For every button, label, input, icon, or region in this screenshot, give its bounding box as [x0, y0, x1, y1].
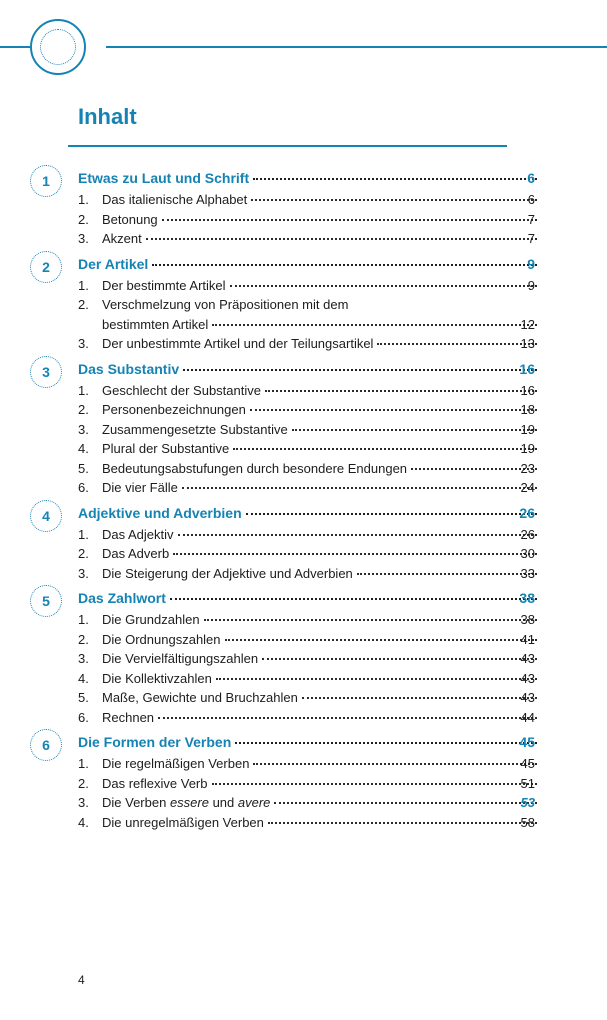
entry-page: 43	[520, 651, 535, 666]
section-page: 6	[527, 170, 535, 186]
toc-entry[interactable]	[0, 190, 607, 210]
toc-entry[interactable]	[0, 229, 607, 249]
section-page: 26	[519, 504, 535, 521]
dot-leader	[246, 513, 537, 515]
entry-number: 2.	[78, 211, 89, 227]
toc-entry[interactable]	[0, 478, 607, 498]
entry-number: 2.	[78, 297, 89, 312]
entry-label: Die vier Fälle	[102, 480, 178, 495]
toc-entry[interactable]	[0, 630, 607, 650]
section-page: 9	[527, 255, 535, 272]
entry-label: Betonung	[102, 211, 158, 227]
section-page: 38	[519, 590, 535, 606]
toc-entry[interactable]	[0, 544, 607, 564]
toc-entry[interactable]	[0, 381, 607, 401]
entry-page: 9	[527, 277, 535, 293]
entry-label: Zusammengesetzte Substantive	[102, 421, 288, 437]
entry-page: 53	[520, 795, 535, 810]
entry-label: Verschmelzung von Präpositionen mit dem	[102, 297, 349, 312]
entry-label: Die Steigerung der Adjektive und Adverbien	[102, 565, 353, 581]
entry-number: 6.	[78, 480, 89, 495]
entry-label: Die Kollektivzahlen	[102, 670, 212, 686]
entry-page: 19	[520, 441, 535, 456]
toc-entry[interactable]	[0, 649, 607, 669]
entry-number: 4.	[78, 670, 89, 686]
entry-label: Der unbestimmte Artikel und der Teilungsartikel	[102, 336, 374, 351]
entry-number: 4.	[78, 441, 89, 456]
entry-label: Bedeutungsabstufungen durch besondere Endungen	[102, 460, 408, 476]
table-of-contents	[0, 168, 607, 837]
entry-label: Die Verben essere und avere	[102, 795, 271, 810]
entry-page: 41	[520, 631, 535, 647]
entry-page: 33	[520, 565, 535, 581]
dot-leader	[250, 409, 537, 411]
entry-page: 43	[520, 690, 535, 705]
entry-number: 2.	[78, 546, 89, 561]
entry-number: 2.	[78, 631, 89, 647]
entry-number: 2.	[78, 775, 89, 791]
circle-logo-inner	[40, 29, 76, 65]
toc-entry[interactable]	[0, 688, 607, 708]
section-number-badge: 4	[30, 500, 62, 532]
entry-number: 3.	[78, 651, 89, 666]
entry-number: 2.	[78, 402, 89, 417]
entry-label: Rechnen	[102, 709, 155, 725]
entry-number: 4.	[78, 814, 89, 830]
dot-leader	[230, 285, 537, 287]
toc-entry[interactable]	[0, 459, 607, 479]
entry-number: 1.	[78, 756, 89, 771]
dot-leader	[173, 553, 537, 555]
dot-leader	[146, 238, 537, 240]
toc-entry[interactable]	[0, 793, 607, 813]
entry-label: Die unregelmäßigen Verben	[102, 814, 264, 830]
entry-label: Die Ordnungszahlen	[102, 631, 221, 647]
section-heading[interactable]	[0, 168, 607, 190]
entry-number: 5.	[78, 690, 89, 705]
toc-entry[interactable]	[0, 525, 607, 545]
title-rule	[68, 145, 507, 147]
toc-section	[0, 503, 607, 584]
toc-entry[interactable]	[0, 295, 607, 315]
entry-page: 23	[520, 460, 535, 476]
dot-leader	[225, 639, 537, 641]
section-number-badge: 3	[30, 356, 62, 388]
entry-page: 38	[520, 612, 535, 627]
toc-section	[0, 588, 607, 727]
section-number-badge: 2	[30, 251, 62, 283]
entry-page: 6	[527, 192, 535, 207]
entry-number: 6.	[78, 709, 89, 725]
entry-page: 51	[520, 775, 535, 791]
section-number-badge: 1	[30, 165, 62, 197]
entry-label: Die regelmäßigen Verben	[102, 756, 250, 771]
entry-page: 7	[527, 231, 535, 246]
entry-label: Maße, Gewichte und Bruchzahlen	[102, 690, 298, 705]
section-heading[interactable]	[0, 732, 607, 754]
entry-number: 1.	[78, 612, 89, 627]
section-title: Adjektive und Adverbien	[78, 504, 242, 521]
section-page: 16	[519, 360, 535, 377]
toc-entry[interactable]	[0, 813, 607, 833]
entry-number: 3.	[78, 795, 89, 810]
dot-leader	[162, 219, 537, 221]
entry-page: 12	[520, 316, 535, 332]
entry-page: 19	[520, 421, 535, 437]
section-title: Der Artikel	[78, 255, 149, 272]
entry-number: 5.	[78, 460, 89, 476]
section-number-badge: 5	[30, 585, 62, 617]
dot-leader	[158, 717, 537, 719]
entry-page: 30	[520, 546, 535, 561]
dot-leader	[178, 534, 537, 536]
toc-entry[interactable]	[0, 669, 607, 689]
toc-entry[interactable]	[0, 564, 607, 584]
entry-label: Der bestimmte Artikel	[102, 277, 226, 293]
entry-label: Personenbezeichnungen	[102, 402, 246, 417]
entry-page: 58	[520, 814, 535, 830]
dot-leader	[216, 678, 537, 680]
entry-label: Das Adverb	[102, 546, 170, 561]
page-number: 4	[78, 973, 85, 987]
dot-leader	[233, 448, 537, 450]
entry-page: 26	[520, 526, 535, 542]
toc-section	[0, 168, 607, 249]
dot-leader	[235, 742, 537, 744]
circle-logo-icon	[30, 19, 86, 75]
entry-number: 3.	[78, 336, 89, 351]
section-number-badge: 6	[30, 729, 62, 761]
entry-label: Das reflexive Verb	[102, 775, 208, 791]
entry-label: Akzent	[102, 231, 142, 246]
entry-number: 1.	[78, 382, 89, 398]
entry-number: 1.	[78, 277, 89, 293]
entry-label: Plural der Substantive	[102, 441, 230, 456]
entry-page: 45	[520, 756, 535, 771]
section-page: 45	[519, 734, 535, 750]
section-title: Das Substantiv	[78, 360, 180, 377]
toc-section	[0, 732, 607, 832]
section-title: Das Zahlwort	[78, 590, 166, 606]
entry-page: 7	[527, 211, 535, 227]
toc-entry[interactable]	[0, 610, 607, 630]
toc-section	[0, 359, 607, 498]
header-rule-left	[0, 46, 30, 48]
entry-label-continued: bestimmten Artikel	[102, 316, 209, 332]
entry-page: 16	[520, 382, 535, 398]
toc-entry-continued[interactable]	[0, 315, 607, 335]
toc-entry[interactable]	[0, 400, 607, 420]
entry-page: 13	[520, 336, 535, 351]
entry-number: 1.	[78, 192, 89, 207]
entry-number: 3.	[78, 231, 89, 246]
entry-number: 3.	[78, 421, 89, 437]
section-heading[interactable]	[0, 588, 607, 610]
dot-leader	[183, 369, 537, 371]
entry-number: 3.	[78, 565, 89, 581]
toc-entry[interactable]	[0, 334, 607, 354]
section-title: Etwas zu Laut und Schrift	[78, 170, 250, 186]
section-heading[interactable]	[0, 254, 607, 276]
section-heading[interactable]	[0, 503, 607, 525]
entry-page: 44	[520, 709, 535, 725]
entry-number: 1.	[78, 526, 89, 542]
toc-entry[interactable]	[0, 420, 607, 440]
toc-entry[interactable]	[0, 210, 607, 230]
toc-entry[interactable]	[0, 439, 607, 459]
section-heading[interactable]	[0, 359, 607, 381]
entry-label: Die Grundzahlen	[102, 612, 200, 627]
entry-page: 24	[520, 480, 535, 495]
entry-label: Geschlecht der Substantive	[102, 382, 261, 398]
toc-entry[interactable]	[0, 774, 607, 794]
dot-leader	[182, 487, 537, 489]
toc-entry[interactable]	[0, 754, 607, 774]
entry-label: Das Adjektiv	[102, 526, 174, 542]
dot-leader	[204, 619, 537, 621]
dot-leader	[170, 598, 537, 600]
entry-label: Die Vervielfältigungszahlen	[102, 651, 259, 666]
toc-entry[interactable]	[0, 276, 607, 296]
toc-entry[interactable]	[0, 708, 607, 728]
section-title: Die Formen der Verben	[78, 734, 232, 750]
entry-page: 43	[520, 670, 535, 686]
toc-section	[0, 254, 607, 354]
dot-leader	[212, 783, 538, 785]
entry-page: 18	[520, 402, 535, 417]
page-title: Inhalt	[78, 104, 137, 129]
dot-leader	[212, 324, 537, 326]
entry-label: Das italienische Alphabet	[102, 192, 248, 207]
header-rule-right	[106, 46, 607, 48]
dot-leader	[152, 264, 537, 266]
